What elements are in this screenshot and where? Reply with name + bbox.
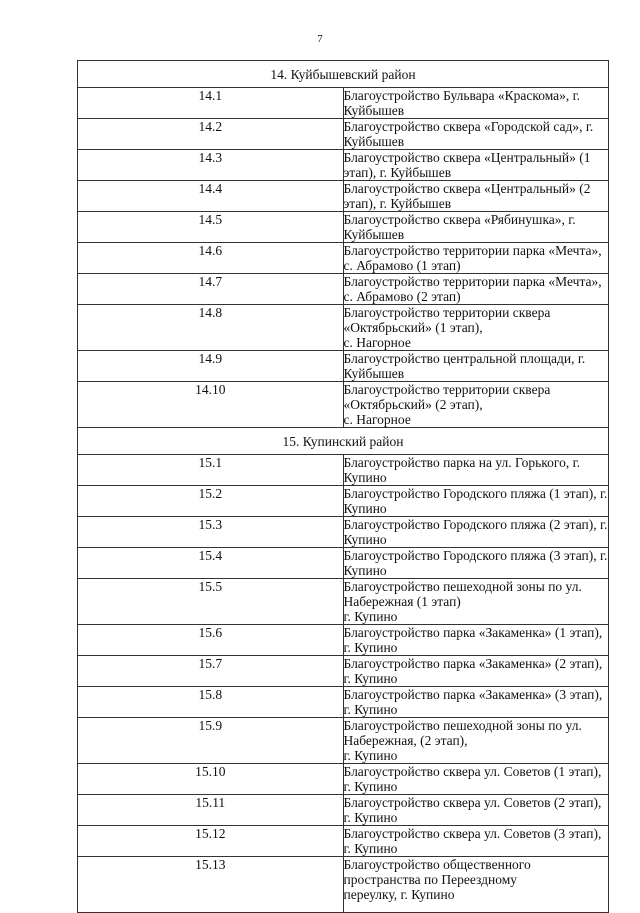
section-title: 15. Купинский район <box>78 428 609 455</box>
row-number: 14.5 <box>78 212 344 243</box>
table-row <box>78 857 609 913</box>
row-text-line: Благоустройство пешеходной зоны по ул. Набережная (1 этап) <box>343 579 582 609</box>
table-row <box>78 150 609 181</box>
row-text: Благоустройство территории парка «Мечта», с. Абрамово (2 этап) <box>343 274 609 305</box>
row-text-line: Благоустройство территории сквера «Октябрьский» (1 этап), <box>343 305 551 335</box>
row-text: Благоустройство парка «Закаменка» (2 этап), г. Купино <box>343 656 609 687</box>
row-number: 14.6 <box>78 243 344 274</box>
page-number: 7 <box>317 33 323 45</box>
table-row <box>78 656 609 687</box>
table-row <box>78 826 609 857</box>
table-row <box>78 548 609 579</box>
row-number: 14.2 <box>78 119 344 150</box>
table-row <box>78 625 609 656</box>
table-row <box>78 212 609 243</box>
row-number: 14.8 <box>78 305 344 351</box>
projects-table <box>77 60 609 913</box>
row-number: 15.9 <box>78 718 344 764</box>
row-text: Благоустройство сквера «Центральный» (2 этап), г. Куйбышев <box>343 181 609 212</box>
row-number: 15.8 <box>78 687 344 718</box>
row-text: Благоустройство парка на ул. Горького, г. Купино <box>343 455 609 486</box>
table-row <box>78 486 609 517</box>
row-text: Благоустройство Бульвара «Краскома», г. Куйбышев <box>343 88 609 119</box>
row-text-line: г. Купино <box>343 609 398 624</box>
row-number: 15.13 <box>78 857 344 913</box>
row-text: Благоустройство парка «Закаменка» (3 этап), г. Купино <box>343 687 609 718</box>
row-text: Благоустройство сквера ул. Советов (1 этап), г. Купино <box>343 764 609 795</box>
row-text-line: Благоустройство пешеходной зоны по ул. Набережная, (2 этап), <box>343 718 582 748</box>
row-text: Благоустройство сквера «Городской сад», г. Куйбышев <box>343 119 609 150</box>
table-row <box>78 382 609 428</box>
row-text: Благоустройство сквера «Центральный» (1 этап), г. Куйбышев <box>343 150 609 181</box>
table-row <box>78 579 609 625</box>
row-text <box>343 718 609 764</box>
row-text: Благоустройство территории парка «Мечта», с. Абрамово (1 этап) <box>343 243 609 274</box>
row-text-line: Благоустройство территории сквера «Октябрьский» (2 этап), <box>343 382 551 412</box>
row-text <box>343 579 609 625</box>
row-number: 14.10 <box>78 382 344 428</box>
section-title: 14. Куйбышевский район <box>78 61 609 88</box>
row-number: 14.7 <box>78 274 344 305</box>
row-text: Благоустройство парка «Закаменка» (1 этап), г. Купино <box>343 625 609 656</box>
row-text: Благоустройство Городского пляжа (1 этап), г. Купино <box>343 486 608 516</box>
row-number: 15.5 <box>78 579 344 625</box>
row-text-line: переулку, г. Купино <box>343 887 455 902</box>
table-row <box>78 455 609 486</box>
section-header-row <box>78 428 609 455</box>
row-text-line: с. Нагорное <box>343 335 411 350</box>
row-text: Благоустройство центральной площади, г. Куйбышев <box>343 351 609 382</box>
row-text <box>343 857 609 913</box>
table-row <box>78 119 609 150</box>
table-row <box>78 88 609 119</box>
row-text: Благоустройство Городского пляжа (3 этап), г. Купино <box>343 548 608 578</box>
table-row <box>78 517 609 548</box>
row-number: 14.9 <box>78 351 344 382</box>
row-number: 15.1 <box>78 455 344 486</box>
row-number: 15.2 <box>78 486 344 517</box>
row-number: 15.12 <box>78 826 344 857</box>
row-number: 15.3 <box>78 517 344 548</box>
row-text: Благоустройство сквера ул. Советов (2 этап), г. Купино <box>343 795 609 826</box>
row-text: Благоустройство сквера «Рябинушка», г. Куйбышев <box>343 212 609 243</box>
table-row <box>78 351 609 382</box>
row-text-line: Благоустройство общественного пространства по Переездному <box>343 857 531 887</box>
row-number: 15.7 <box>78 656 344 687</box>
table-row <box>78 305 609 351</box>
table-row <box>78 795 609 826</box>
row-text <box>343 305 609 351</box>
row-text: Благоустройство Городского пляжа (2 этап), г. Купино <box>343 517 608 547</box>
table-row <box>78 764 609 795</box>
table-row <box>78 274 609 305</box>
row-number: 14.3 <box>78 150 344 181</box>
row-number: 15.10 <box>78 764 344 795</box>
row-text: Благоустройство сквера ул. Советов (3 этап), г. Купино <box>343 826 609 857</box>
row-number: 15.11 <box>78 795 344 826</box>
row-number: 14.4 <box>78 181 344 212</box>
row-number: 14.1 <box>78 88 344 119</box>
section-header-row <box>78 61 609 88</box>
row-text-line: г. Купино <box>343 748 398 763</box>
row-number: 15.6 <box>78 625 344 656</box>
table-row <box>78 243 609 274</box>
table-row <box>78 718 609 764</box>
table-row <box>78 687 609 718</box>
row-text-line: с. Нагорное <box>343 412 411 427</box>
row-text <box>343 382 609 428</box>
table-row <box>78 181 609 212</box>
row-number: 15.4 <box>78 548 344 579</box>
